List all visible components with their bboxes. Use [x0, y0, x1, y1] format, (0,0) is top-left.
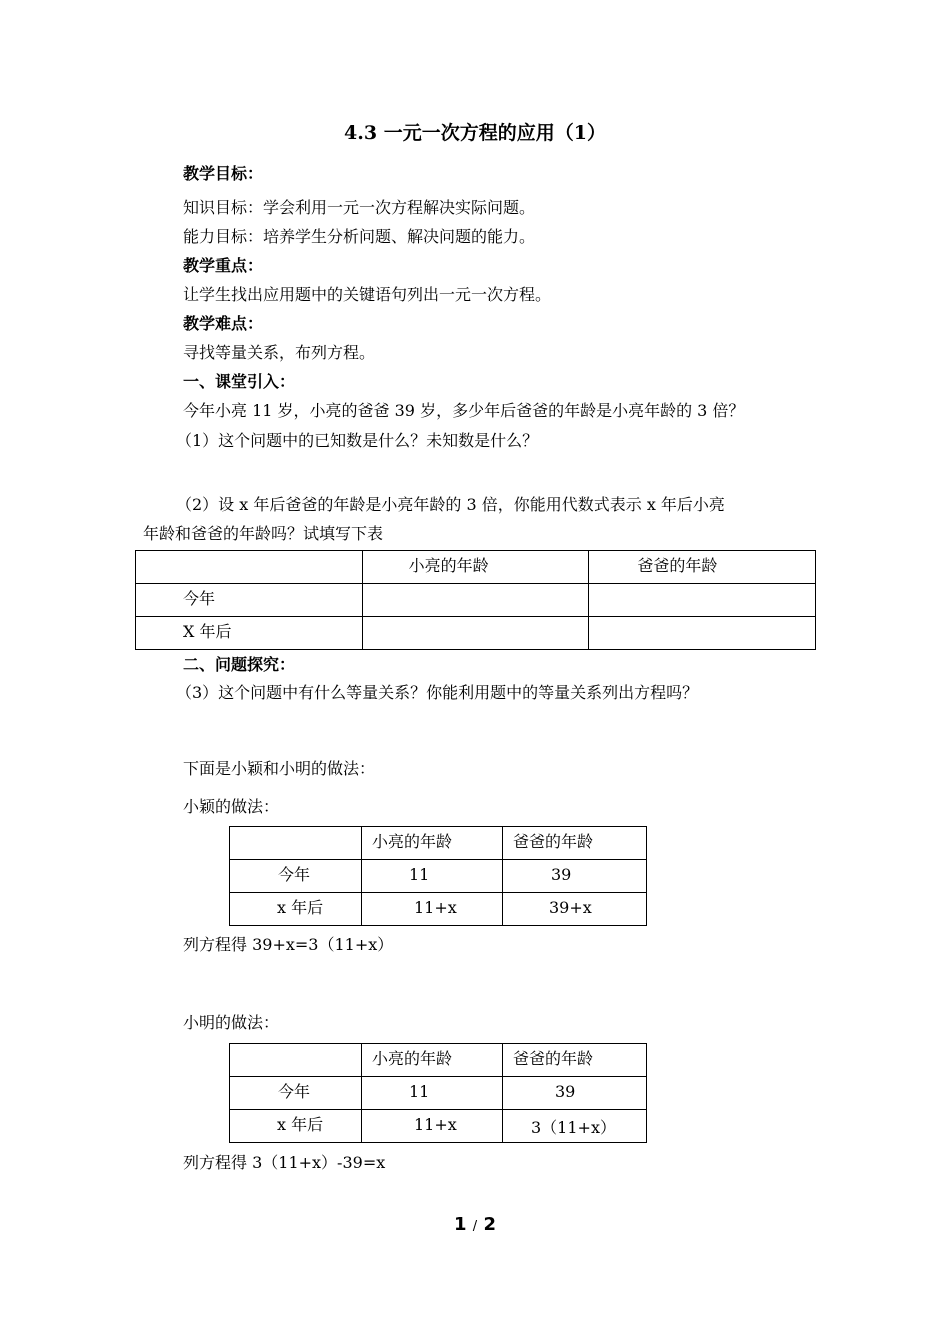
table-cell: 今年: [136, 584, 363, 617]
table-header-cell: 爸爸的年龄: [503, 1044, 647, 1077]
xiaoming-equation: 列方程得 3（11+x）-39=x: [183, 1153, 386, 1172]
table-cell: 39: [503, 860, 647, 893]
table-cell: 今年: [230, 1077, 362, 1110]
key-points-text: 让学生找出应用题中的关键语句列出一元一次方程。: [183, 285, 552, 304]
table-header-cell: 爸爸的年龄: [589, 551, 816, 584]
table-cell: x 年后: [230, 1110, 362, 1143]
table-cell: [362, 584, 589, 617]
table-header-cell: [136, 551, 363, 584]
total-pages: 2: [483, 1214, 496, 1235]
table-header-row: [136, 551, 816, 584]
xiaoying-label: 小颖的做法：: [183, 797, 280, 816]
table-row: [230, 1110, 647, 1143]
question-2-line-1: （2）设 x 年后爸爸的年龄是小亮年龄的 3 倍，你能用代数式表示 x 年后小亮: [176, 495, 725, 514]
table-row: [230, 893, 647, 926]
table-cell: 11: [362, 1077, 503, 1110]
table-header-cell: 小亮的年龄: [362, 551, 589, 584]
table-header-cell: [230, 827, 362, 860]
page-separator: /: [472, 1219, 478, 1234]
table-header-cell: 小亮的年龄: [362, 1044, 503, 1077]
table-cell: 11+x: [362, 893, 503, 926]
table-cell: 3（11+x）: [503, 1110, 647, 1143]
key-points-heading: 教学重点：: [183, 256, 264, 275]
table-cell: 今年: [230, 860, 362, 893]
xiaoming-table: [229, 1043, 647, 1143]
table-cell: 11: [362, 860, 503, 893]
difficulties-text: 寻找等量关系，布列方程。: [183, 343, 376, 362]
table-row: [230, 1077, 647, 1110]
methods-intro: 下面是小颖和小明的做法：: [183, 759, 376, 778]
table-cell: x 年后: [230, 893, 362, 926]
table-cell: 11+x: [362, 1110, 503, 1143]
table-header-cell: [230, 1044, 362, 1077]
table-row: [136, 617, 816, 650]
table-cell: 39: [503, 1077, 647, 1110]
page-number: [0, 1214, 950, 1235]
xiaoying-table: [229, 826, 647, 926]
table-cell: X 年后: [136, 617, 363, 650]
explore-heading: 二、问题探究：: [183, 655, 296, 674]
table-row: [136, 584, 816, 617]
xiaoming-label: 小明的做法：: [183, 1013, 280, 1032]
ability-objective: 能力目标：培养学生分析问题、解决问题的能力。: [183, 227, 536, 246]
intro-heading: 一、课堂引入：: [183, 372, 296, 391]
table-cell: 39+x: [503, 893, 647, 926]
objectives-heading: 教学目标：: [183, 164, 264, 183]
page-title: 4.3 一元一次方程的应用（1）: [344, 122, 606, 144]
table-cell: [589, 617, 816, 650]
table-row: [230, 860, 647, 893]
table-header-row: [230, 1044, 647, 1077]
question-3: （3）这个问题中有什么等量关系？你能利用题中的等量关系列出方程吗？: [176, 683, 699, 702]
table-header-row: [230, 827, 647, 860]
knowledge-objective: 知识目标：学会利用一元一次方程解决实际问题。: [183, 198, 536, 217]
intro-problem: 今年小亮 11 岁，小亮的爸爸 39 岁，多少年后爸爸的年龄是小亮年龄的 3 倍？: [183, 401, 745, 420]
intro-age-table: [135, 550, 816, 650]
xiaoying-equation: 列方程得 39+x=3（11+x）: [183, 935, 394, 954]
table-cell: [362, 617, 589, 650]
question-2-line-2: 年龄和爸爸的年龄吗？试填写下表: [143, 524, 384, 543]
difficulties-heading: 教学难点：: [183, 314, 264, 333]
current-page: 1: [453, 1214, 467, 1235]
table-header-cell: 小亮的年龄: [362, 827, 503, 860]
table-cell: [589, 584, 816, 617]
table-header-cell: 爸爸的年龄: [503, 827, 647, 860]
question-1: （1）这个问题中的已知数是什么？未知数是什么？: [176, 431, 539, 450]
